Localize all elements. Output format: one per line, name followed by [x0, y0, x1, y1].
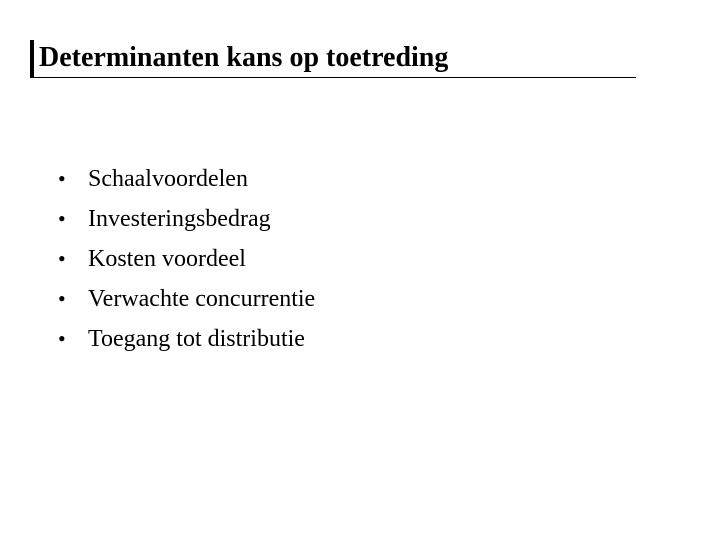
bullet-dot-icon: • [58, 166, 66, 191]
bullet-item-kosten-voordeel [58, 243, 315, 283]
bullet-text: Schaalvoordelen [88, 166, 248, 192]
bullet-text: Toegang tot distributie [88, 326, 305, 352]
bullet-dot-icon: • [58, 326, 66, 351]
bullet-list [58, 163, 315, 363]
bullet-item-verwachte-concurrentie [58, 283, 315, 323]
bullet-dot-icon: • [58, 246, 66, 271]
bullet-text: Verwachte concurrentie [88, 286, 316, 312]
bullet-dot-icon: • [58, 206, 66, 231]
bullet-text: Kosten voordeel [88, 246, 246, 272]
bullet-dot-icon: • [58, 286, 66, 311]
title-underline [30, 77, 636, 78]
title-accent-bar [30, 40, 34, 78]
slide-title: Determinanten kans op toetreding [39, 42, 449, 73]
bullet-item-schaalvoordelen [58, 163, 315, 203]
bullet-text: Investeringsbedrag [88, 206, 271, 232]
bullet-item-investeringsbedrag [58, 203, 315, 243]
bullet-item-toegang-tot-distributie [58, 323, 315, 363]
